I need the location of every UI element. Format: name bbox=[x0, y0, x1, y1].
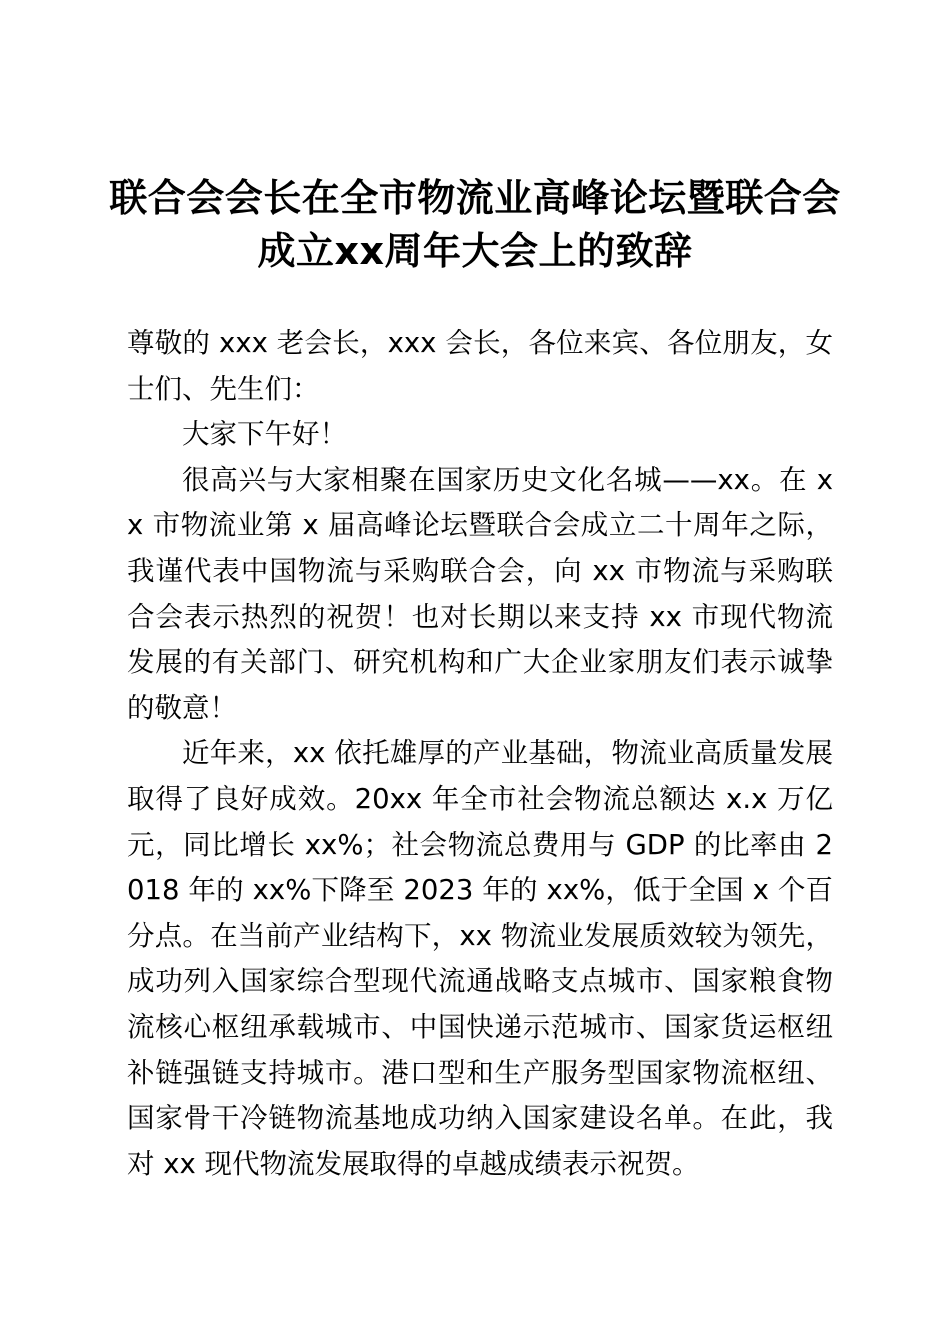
document-body bbox=[127, 321, 833, 1187]
body-paragraph: 近年来，xx 依托雄厚的产业基础，物流业高质量发展取得了良好成效。20xx 年全市社会物流总额达 x.x 万亿元，同比增长 xx%；社会物流总费用与 GDP 的比率由 2018 年的 xx%下降至 2023 年的 xx%，低于全国 x 个百分点。在当前产业结构下，xx 物流业发展质效较为领先，成功列入国家综合型现代流通战略支点城市、国家粮食物流核心枢纽承载城市、中国快递示范城市、国家货运枢纽补链强链支持城市。港口型和生产服务型国家物流枢纽、国家骨干冷链物流基地成功纳入国家建设名单。在此，我对 xx 现代物流发展取得的卓越成绩表示祝贺。 bbox=[127, 737, 833, 1180]
salutation: 尊敬的 xxx 老会长，xxx 会长，各位来宾、各位朋友，女士们、先生们： bbox=[127, 327, 833, 405]
body-paragraph: 很高兴与大家相聚在国家历史文化名城——xx。在 xx 市物流业第 x 届高峰论坛暨联合会成立二十周年之际，我谨代表中国物流与采购联合会，向 xx 市物流与采购联合会表示热烈的祝贺！也对长期以来支持 xx 市现代物流发展的有关部门、研究机构和广大企业家朋友们表示诚挚的敬意！ bbox=[127, 463, 833, 724]
greeting-paragraph: 大家下午好！ bbox=[182, 418, 347, 451]
document-title: 联合会会长在全市物流业高峰论坛暨联合会成立xx周年大会上的致辞 bbox=[109, 176, 841, 273]
